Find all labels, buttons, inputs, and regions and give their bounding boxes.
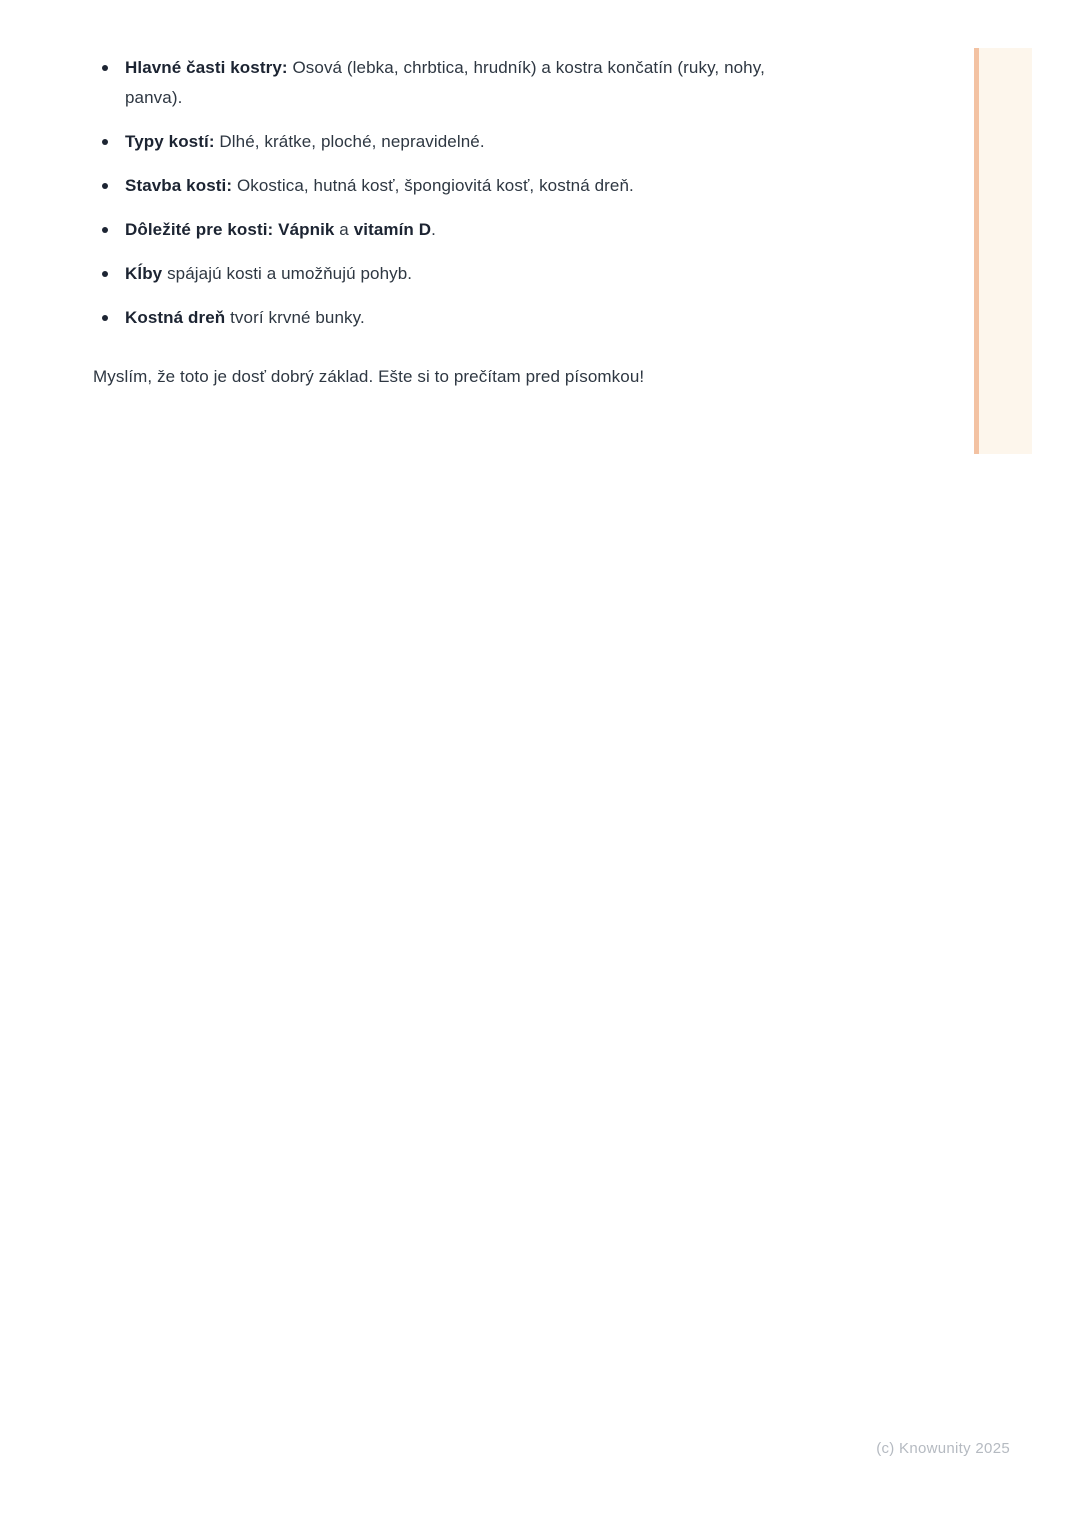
bullet-dot-icon	[102, 227, 108, 233]
list-item-lead: Dôležité pre kosti: Vápnik	[125, 220, 335, 239]
list-item-text: tvorí krvné bunky.	[225, 308, 365, 327]
list-item-lead: Hlavné časti kostry:	[125, 58, 288, 77]
bullet-dot-icon	[102, 271, 108, 277]
list-item-text: Osová (lebka, chrbtica, hrudník) a kostra končatín (ruky, nohy, panva).	[125, 58, 765, 107]
closing-paragraph: Myslím, že toto je dosť dobrý základ. Ešte si to prečítam pred písomkou!	[93, 367, 645, 386]
list-item-text: .	[431, 220, 436, 239]
list-item-text: a	[334, 220, 354, 239]
document-content	[93, 53, 793, 392]
list-item-text: Dlhé, krátke, ploché, nepravidelné.	[214, 132, 485, 151]
list-item	[93, 53, 793, 113]
list-item-text: spájajú kosti a umožňujú pohyb.	[162, 264, 413, 283]
notes-bullet-list	[93, 53, 793, 333]
list-item-lead: Stavba kosti:	[125, 176, 233, 195]
list-item	[93, 127, 793, 157]
list-item	[93, 259, 793, 289]
list-item	[93, 171, 793, 201]
list-item	[93, 303, 793, 333]
bullet-dot-icon	[102, 65, 108, 71]
footer-copyright: (c) Knowunity 2025	[876, 1440, 1010, 1457]
bullet-dot-icon	[102, 139, 108, 145]
page-edge-accent-panel	[974, 48, 1032, 454]
list-item	[93, 215, 793, 245]
bullet-dot-icon	[102, 315, 108, 321]
bullet-dot-icon	[102, 183, 108, 189]
list-item-lead: Typy kostí:	[125, 132, 215, 151]
list-item-lead: Kostná dreň	[125, 308, 226, 327]
list-item-lead: Kĺby	[125, 264, 163, 283]
list-item-bold-text: vitamín D	[353, 220, 432, 239]
list-item-text: Okostica, hutná kosť, špongiovitá kosť, kostná dreň.	[232, 176, 634, 195]
